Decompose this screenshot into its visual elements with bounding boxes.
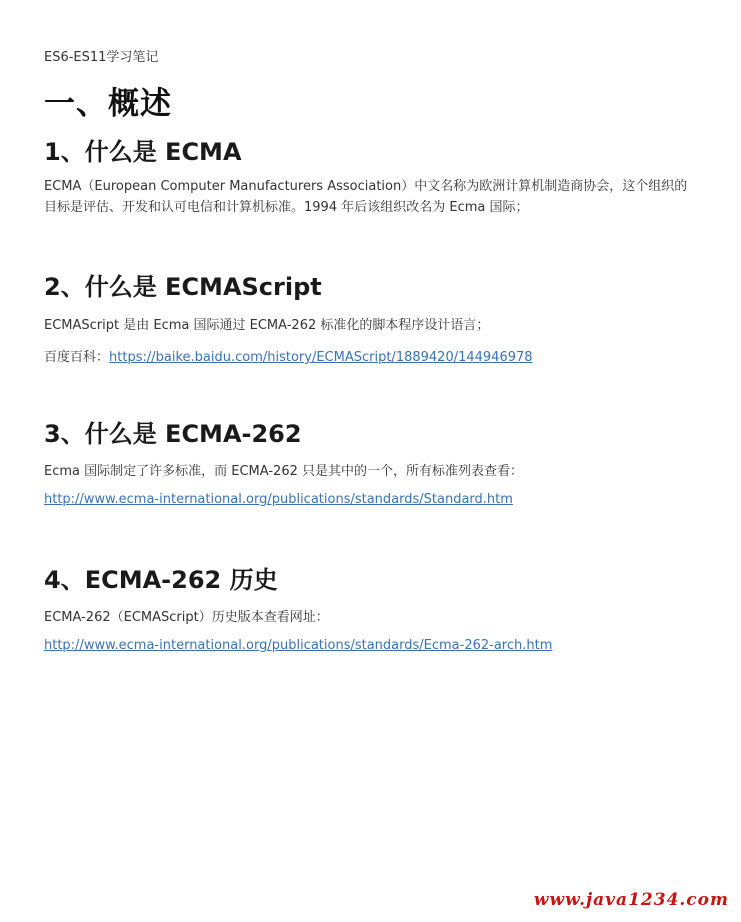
- section-2-paragraph: ECMAScript 是由 Ecma 国际通过 ECMA-262 标准化的脚本程序设计语言；: [44, 318, 490, 333]
- standards-list-link[interactable]: http://www.ecma-international.org/publications/standards/Standard.htm: [44, 492, 513, 507]
- baike-link[interactable]: https://baike.baidu.com/history/ECMAScript/1889420/144946978: [109, 350, 533, 365]
- section-1-paragraph: ECMA（European Computer Manufacturers Association）中文名称为欧洲计算机制造商协会，这个组织的目标是评估、开发和认可电信和计算机标准。1994 年后该组织改名为 Ecma 国际；: [44, 179, 688, 215]
- section-4-paragraph: ECMA-262（ECMAScript）历史版本查看网址：: [44, 610, 329, 625]
- ecma-262-archive-link[interactable]: http://www.ecma-international.org/publications/standards/Ecma-262-arch.htm: [44, 638, 553, 653]
- section-1-heading: 1、什么是 ECMA: [44, 138, 242, 166]
- section-4-link-line: [44, 638, 552, 653]
- section-2-link-line: [44, 346, 533, 365]
- section-2-heading: 2、什么是 ECMAScript: [44, 273, 322, 301]
- section-3-link-line: [44, 492, 513, 507]
- section-4-heading: 4、ECMA-262 历史: [44, 566, 278, 594]
- document-header: ES6-ES11学习笔记: [44, 50, 159, 65]
- site-watermark: www.java1234.com: [533, 890, 729, 910]
- section-3-paragraph: Ecma 国际制定了许多标准，而 ECMA-262 只是其中的一个，所有标准列表查看：: [44, 464, 524, 479]
- baike-label: 百度百科：: [44, 350, 110, 365]
- section-3-heading: 3、什么是 ECMA-262: [44, 420, 302, 448]
- chapter-heading: 一、概述: [44, 86, 172, 122]
